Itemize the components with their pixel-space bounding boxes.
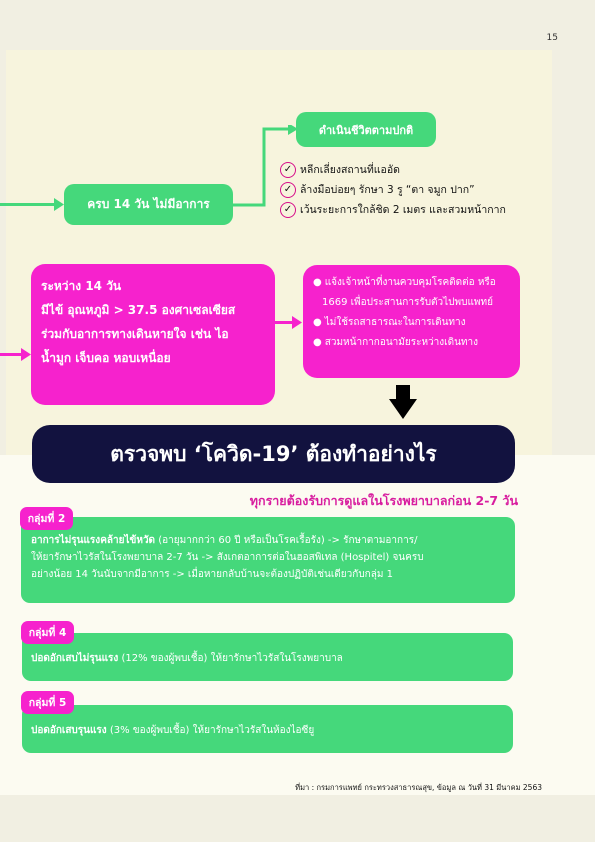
normal-life-box: ดำเนินชีวิตตามปกติ: [296, 112, 436, 147]
checklist: [280, 160, 506, 220]
symptom-box: ระหว่าง 14 วัน มีไข้ อุณหภูมิ > 37.5 องศาเซลเซียส ร่วมกับอาการทางเดินหายใจ เช่น ไอ น้ำมูก เจ็บคอ หอบเหนื่อย: [31, 264, 275, 405]
group-4-tag: กลุ่มที่ 4: [21, 621, 74, 644]
arrowhead-icon: [54, 198, 64, 211]
group-5-tag: กลุ่มที่ 5: [21, 691, 74, 714]
arrowhead-icon: [292, 316, 302, 329]
group-5-box: ปอดอักเสบรุนแรง (3% ของผู้พบเชื้อ) ให้ยารักษาไวรัสในห้องไอซียู: [22, 705, 513, 753]
group-4-box: ปอดอักเสบไม่รุนแรง (12% ของผู้พบเชื้อ) ให้ยารักษาไวรัสในโรงพยาบาล: [22, 633, 513, 681]
check-icon: ✓: [280, 202, 296, 218]
pink-arrow-in: [0, 353, 22, 356]
page-title: ตรวจพบ ‘โควิด-19’ ต้องทำอย่างไร: [32, 425, 515, 483]
no-symptom-box: ครบ 14 วัน ไม่มีอาการ: [64, 184, 233, 225]
check-icon: ✓: [280, 182, 296, 198]
source-note: ที่มา : กรมการแพทย์ กระทรวงสาธารณสุข, ข้อมูล ณ วันที่ 31 มีนาคม 2563: [295, 783, 542, 792]
checklist-item: ✓ หลีกเลี่ยงสถานที่แออัด: [280, 160, 506, 180]
bullet-icon: ●: [313, 317, 322, 328]
check-icon: ✓: [280, 162, 296, 178]
bullet-icon: ●: [313, 277, 322, 288]
flow-arrow-in: [0, 203, 56, 206]
page-number: 15: [546, 33, 558, 43]
arrowhead-icon: [21, 348, 31, 361]
checklist-item: ✓ ล้างมือบ่อยๆ รักษา 3 รู “ตา จมูก ปาก”: [280, 180, 506, 200]
group-2-box: อาการไม่รุนแรงคล้ายไข้หวัด (อายุมากกว่า 60 ปี หรือเป็นโรคเรื้อรัง) -> รักษาตามอาการ/ ให้ยารักษาไวรัสในโรงพยาบาล 2-7 วัน -> สังเกตอาการต่อในฮอสพิเทล (Hospitel) จนครบ อย่างน้อย 14 วันนับจากมีอาการ -> เมื่อหายกลับบ้านจะต้องปฏิบัติเช่นเดียวกับกลุ่ม 1: [21, 517, 515, 603]
action-box: ● แจ้งเจ้าหน้าที่งานควบคุมโรคติดต่อ หรือ 1669 เพื่อประสานการรับตัวไปพบแพทย์ ● ไม่ใช้รถสาธารณะในการเดินทาง ● สวมหน้ากากอนามัยระหว่างเดินทาง: [303, 265, 520, 378]
subtitle: ทุกรายต้องรับการดูแลในโรงพยาบาลก่อน 2-7 วัน: [249, 493, 518, 508]
checklist-item: ✓ เว้นระยะการใกล้ชิด 2 เมตร และสวมหน้ากาก: [280, 200, 506, 220]
group-2-tag: กลุ่มที่ 2: [20, 507, 73, 530]
down-arrow-icon: [389, 385, 417, 419]
bullet-icon: ●: [313, 337, 322, 348]
